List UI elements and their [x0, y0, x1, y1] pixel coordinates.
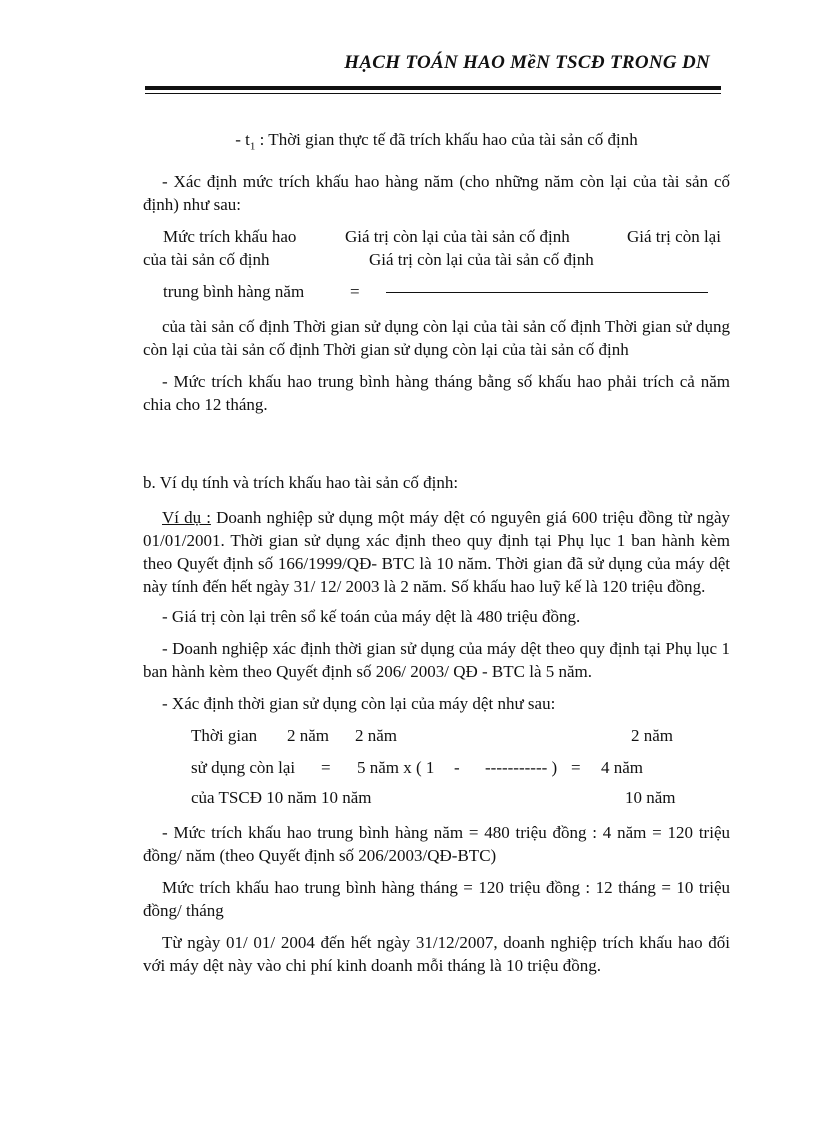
formula1-cua-tscd: của tài sản cố định	[143, 250, 270, 270]
header-rule-thin	[145, 93, 721, 94]
formula2-r1-2nam-b: 2 năm	[355, 726, 398, 746]
paragraph-tu-ngay: Từ ngày 01/ 01/ 2004 đến hết ngày 31/12/2007, doanh nghiệp trích khấu hao đối với máy dệt này vào chi phí kinh doanh mỗi tháng là 10 triệu đồng.	[143, 933, 730, 976]
paragraph-t1	[143, 128, 730, 158]
example-label: Ví dụ :	[162, 508, 211, 528]
formula2-row1	[143, 724, 730, 747]
paragraph-muc-nam: - Mức trích khấu hao trung bình hàng năm = 480 triệu đồng : 4 năm = 120 triệu đồng/ năm (theo Quyết định số 206/2003/QĐ-BTC)	[143, 823, 730, 866]
formula1-row1	[143, 225, 730, 248]
formula1-fraction-line	[386, 292, 708, 293]
document-body	[143, 128, 730, 977]
header-rule-thick	[145, 86, 721, 90]
paragraph-example	[143, 506, 730, 598]
formula2-eq1: =	[321, 758, 331, 778]
section-b-heading: b. Ví dụ tính và trích khấu hao tài sản cố định:	[143, 473, 459, 493]
t1-text: : Thời gian thực tế đã trích khấu hao của tài sản cố định	[255, 130, 638, 149]
formula2-row2	[143, 756, 730, 779]
paragraph-muc-thang: Mức trích khấu hao trung bình hàng tháng = 120 triệu đồng : 12 tháng = 10 triệu đồng/ tháng	[143, 878, 730, 921]
formula1-label-muc: Mức trích khấu hao	[163, 227, 297, 247]
formula2-dashes: ----------- )	[485, 758, 558, 778]
paragraph-xac-dinh-muc: - Xác định mức trích khấu hao hàng năm (cho những năm còn lại của tài sản cố định) như sau:	[143, 172, 730, 215]
formula2-eq2: =	[571, 758, 581, 778]
paragraph-hang-thang: - Mức trích khấu hao trung bình hàng tháng bằng số khấu hao phải trích cả năm chia cho 12 tháng.	[143, 372, 730, 415]
paragraph-gia-tri-con-lai: - Giá trị còn lại trên sổ kế toán của máy dệt là 480 triệu đồng.	[162, 607, 581, 627]
formula1-gia-tri-con-lai: Giá trị còn lại	[627, 227, 721, 247]
t1-prefix: - t	[235, 130, 250, 149]
paragraph-xac-dinh-tg: - Xác định thời gian sử dụng còn lại của máy dệt như sau:	[162, 694, 556, 714]
paragraph-cua-tscd: của tài sản cố định Thời gian sử dụng còn lại của tài sản cố định Thời gian sử dụng còn lại của tài sản cố định Thời gian sử dụng còn lại của tài sản cố định	[143, 317, 730, 360]
formula2-r1-2nam-a: 2 năm	[287, 726, 330, 746]
formula1-trung-binh: trung bình hàng năm	[163, 282, 305, 302]
formula2-cua-tscd: của TSCĐ 10 năm 10 năm	[191, 788, 372, 808]
formula2-r1-2nam-c: 2 năm	[631, 726, 674, 746]
formula1-numerator: Giá trị còn lại của tài sản cố định	[345, 227, 570, 247]
formula2-row3	[143, 786, 730, 809]
formula1-equals: =	[350, 282, 360, 302]
t1-subscript: 1	[249, 140, 256, 153]
formula2-thoi-gian: Thời gian	[191, 726, 258, 746]
formula2-5nam: 5 năm x ( 1	[357, 758, 435, 778]
formula1-row3	[143, 280, 730, 303]
formula1-row2	[143, 248, 730, 271]
formula2-4nam: 4 năm	[601, 758, 644, 778]
paragraph-dn-xac-dinh: - Doanh nghiệp xác định thời gian sử dụng của máy dệt theo quy định tại Phụ lục 1 ban hành kèm theo Quyết định số 206/ 2003/ QĐ - BTC là 5 năm.	[143, 639, 730, 682]
formula1-numerator-2: Giá trị còn lại của tài sản cố định	[369, 250, 594, 270]
formula2-minus: -	[454, 758, 460, 778]
formula2-su-dung-con-lai: sử dụng còn lại	[191, 758, 296, 778]
formula2-10nam: 10 năm	[625, 788, 676, 808]
page-header-title: HẠCH TOÁN HAO MềN TSCĐ TRONG DN	[344, 52, 710, 73]
example-text: Doanh nghiệp sử dụng một máy dệt có nguyên giá 600 triệu đồng từ ngày 01/01/2001. Thời gian sử dụng xác định theo quy định tại Phụ lục 1 ban hành kèm theo Quyết định số 166/1999/QĐ- BTC là 10 năm. Thời gian đã sử dụng của máy dệt này tính đến hết ngày 31/ 12/ 2003 là 2 năm. Số khấu hao luỹ kế là 120 triệu đồng.	[143, 508, 730, 597]
